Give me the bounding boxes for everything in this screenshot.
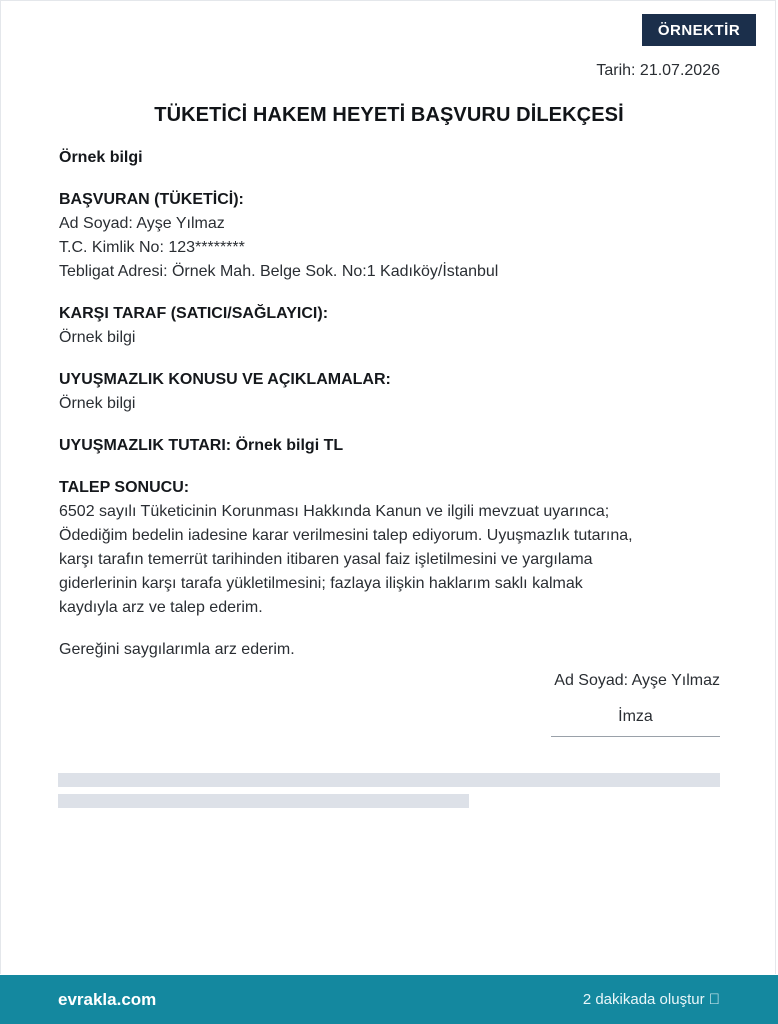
applicant-name: Ad Soyad: Ayşe Yılmaz [59,215,225,232]
signature-line [551,736,720,737]
signature-name: Ad Soyad: Ayşe Yılmaz [554,672,720,689]
dispute-heading: UYUŞMAZLIK KONUSU VE AÇIKLAMALAR: [59,371,391,388]
request-line: 6502 sayılı Tüketicinin Korunması Hakkında Kanun ve ilgili mevzuat uyarınca; [59,503,610,520]
amount-line: UYUŞMAZLIK TUTARI: Örnek bilgi TL [59,437,344,454]
opponent-text: Örnek bilgi [59,329,136,346]
signature-label: İmza [618,708,653,725]
dispute-text: Örnek bilgi [59,395,136,412]
applicant-address: Tebligat Adresi: Örnek Mah. Belge Sok. No:1 Kadıköy/İstanbul [59,263,499,280]
request-line: karşı tarafın temerrüt tarihinden itibaren yasal faiz işletilmesini ve yargılama [59,551,593,568]
applicant-id: T.C. Kimlik No: 123******** [59,239,245,256]
applicant-heading: BAŞVURAN (TÜKETİCİ): [59,191,244,208]
redacted-placeholder-bar [58,794,469,808]
sample-badge: ÖRNEKTİR [642,14,756,46]
footer-bar [0,975,778,1024]
document-title: TÜKETİCİ HAKEM HEYETİ BAŞVURU DİLEKÇESİ [154,104,624,126]
closing-text: Gereğini saygılarımla arz ederim. [59,641,295,658]
request-line: giderlerinin karşı tarafa yükletilmesini; fazlaya ilişkin haklarım saklı kalmak [59,575,583,592]
redacted-placeholder-bar [58,773,720,787]
request-heading: TALEP SONUCU: [59,479,190,496]
create-document-link[interactable]: 2 dakikada oluştur ⃞ [582,991,720,1008]
request-line: Ödediğim bedelin iadesine karar verilmesini talep ediyorum. Uyuşmazlık tutarına, [59,527,633,544]
brand-logo-text[interactable]: evrakla.com [58,990,157,1009]
document-body [59,146,724,662]
request-line: kaydıyla arz ve talep ederim. [59,599,263,616]
intro-text: Örnek bilgi [59,149,143,166]
document-date: Tarih: 21.07.2026 [596,62,720,79]
opponent-heading: KARŞI TARAF (SATICI/SAĞLAYICI): [59,305,329,322]
